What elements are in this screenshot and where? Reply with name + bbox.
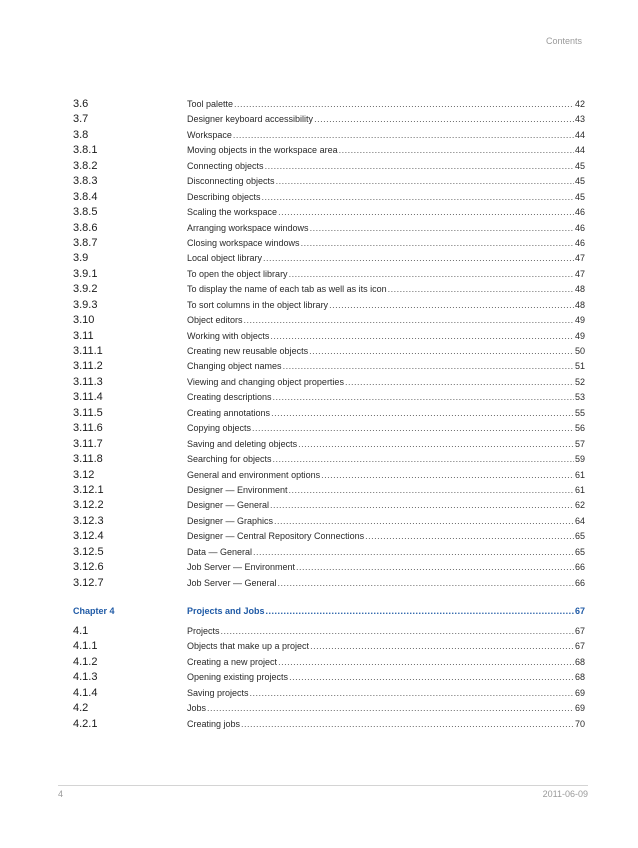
toc-entry [187,406,585,421]
toc-entry [187,344,585,359]
toc-entry [187,421,585,436]
toc-title: Connecting objects [187,160,264,171]
footer-page-number: 4 [58,789,64,799]
toc-section-number: 4.2 [73,702,89,715]
toc-section-number: 3.11.1 [73,345,103,357]
toc-entry-row[interactable] [73,359,585,374]
toc-title: Saving projects [187,687,249,698]
toc-title: Jobs [187,703,207,714]
toc-page-number: 46 [574,237,585,248]
toc-entry-row[interactable] [73,655,585,670]
toc-title: Closing workspace windows [187,237,300,248]
toc-entry [187,483,585,498]
chapter-page: 67 [574,606,585,616]
toc-entry [187,514,585,529]
toc-entry-row[interactable] [73,329,585,344]
toc-entry-row[interactable] [73,686,585,701]
toc-page-number: 48 [574,299,585,310]
toc-title: Viewing and changing object properties [187,376,344,387]
toc-page-number: 45 [574,191,585,202]
toc-entry [187,112,585,127]
toc-entry [187,670,585,685]
toc-title: Objects that make up a project [187,641,310,652]
toc-entry-row[interactable] [73,483,585,498]
dot-leader [283,359,574,374]
toc-section-number: 3.12.7 [73,576,104,589]
dot-leader [365,529,574,544]
toc-page-number: 44 [574,145,585,156]
toc-page-number: 45 [574,160,585,171]
toc-entry-row[interactable] [73,221,585,236]
toc-entry [187,174,585,189]
toc-page-number: 65 [574,546,585,557]
toc-title: Workspace [187,129,232,140]
toc-page-number: 66 [574,562,585,573]
toc-entry [187,375,585,390]
toc-entry [187,390,585,405]
toc-entry [187,437,585,452]
toc-section-number: 4.1.1 [73,640,98,653]
toc-page-number: 43 [574,114,585,125]
toc-entry [187,267,585,282]
toc-entry [187,205,585,220]
toc-entry-row[interactable] [73,624,585,639]
toc-section-number: 3.12.5 [73,545,104,558]
dot-leader [289,483,574,498]
toc-section-number: 4.1.4 [73,686,98,699]
dot-leader [207,701,574,716]
toc-title: Designer — Graphics [187,515,274,526]
toc-entry [187,624,585,639]
toc-page-number: 56 [574,423,585,434]
toc-section-number: 3.12.3 [73,514,104,527]
toc-section-number: 3.11.5 [73,406,103,419]
toc-entry-row[interactable] [73,236,585,251]
toc-section-number: 3.10 [73,314,95,327]
toc-section-number: 3.11.8 [73,453,103,466]
toc-entry [187,251,585,266]
toc-entry-row[interactable] [73,174,585,189]
dot-leader [310,639,574,654]
toc-entry [187,298,585,313]
toc-title: Saving and deleting objects [187,438,298,449]
dot-leader [289,267,574,282]
toc-page-number: 42 [574,99,585,109]
toc-title: Searching for objects [187,454,272,465]
toc-entry-row[interactable] [73,545,585,560]
dot-leader [309,344,574,359]
toc-entry-row[interactable] [73,560,585,575]
toc-page-number: 50 [574,346,585,356]
toc-entry [187,560,585,575]
toc-entry-row[interactable] [73,344,585,359]
toc-entry [187,359,585,374]
toc-entry-row[interactable] [73,143,585,158]
toc-entry [187,452,585,467]
toc-title: Tool palette [187,99,234,109]
toc-entry-row[interactable] [73,205,585,220]
toc-section-number: 3.12.4 [73,530,104,543]
toc-page-number: 68 [574,656,585,667]
dot-leader [298,437,574,452]
toc-entry-row[interactable] [73,390,585,405]
toc-entry-row[interactable] [73,701,585,716]
toc-entry [187,576,585,591]
toc-page-number: 66 [574,577,585,588]
toc-page-number: 46 [574,207,585,218]
toc-page-number: 52 [574,376,585,387]
toc-entry-row[interactable] [73,190,585,205]
toc-section-number: 3.6 [73,98,89,110]
toc-section-number: 4.1.3 [73,671,98,684]
toc-title: Job Server — General [187,577,277,588]
toc-entry-row[interactable] [73,128,585,143]
toc-section-number: 3.11.2 [73,360,103,373]
toc-page-number: 44 [574,129,585,140]
toc-title: Scaling the workspace [187,207,278,218]
toc-entry [187,159,585,174]
dot-leader [278,576,574,591]
toc-entry-row[interactable] [73,670,585,685]
toc-entry-row[interactable] [73,514,585,529]
toc-page-number: 64 [574,515,585,526]
toc-page-number: 47 [574,268,585,279]
toc-entry [187,686,585,701]
toc-title: Arranging workspace windows [187,222,309,233]
toc-entry-row[interactable] [73,97,585,112]
toc-entry-row[interactable] [73,576,585,591]
dot-leader [250,686,574,701]
toc-entry-row[interactable] [73,282,585,297]
dot-leader [274,514,574,529]
toc-entry-row[interactable] [73,406,585,421]
toc-page-number: 45 [574,176,585,187]
chapter-title: Projects and Jobs [187,606,265,616]
toc-section-number: 3.9.3 [73,298,98,311]
toc-section-number: 3.12 [73,468,95,481]
dot-leader [233,128,574,143]
toc-title: Creating a new project [187,656,278,667]
toc-entry [187,190,585,205]
dot-leader [270,498,574,513]
toc-page-number: 49 [574,330,585,341]
toc-page-number: 48 [574,284,585,295]
toc-entry-row[interactable] [73,452,585,467]
toc-title: Creating descriptions [187,392,272,403]
toc-entry [187,639,585,654]
toc-title: Projects [187,626,220,636]
toc-page-number: 65 [574,531,585,542]
toc-title: Opening existing projects [187,672,289,683]
toc-entry [187,529,585,544]
dot-leader [234,97,574,112]
dot-leader [310,221,574,236]
dot-leader [388,282,574,297]
dot-leader [314,112,574,127]
dot-leader [278,205,574,220]
chapter-entry [187,603,585,619]
toc-section-number: 3.7 [73,113,89,126]
toc-section-chapter-4 [73,624,585,732]
toc-page-number: 67 [574,641,585,652]
dot-leader [278,655,574,670]
toc-page-number: 47 [574,253,585,264]
dot-leader [253,545,574,560]
toc-entry-row[interactable] [73,159,585,174]
toc-section-number: 3.8 [73,128,89,141]
dot-leader [262,190,574,205]
toc-section-number: 3.9 [73,252,89,265]
page-footer [58,785,588,799]
toc-page-number: 61 [574,484,585,495]
toc-entry-row[interactable] [73,717,585,732]
toc-page-number: 67 [574,626,585,636]
toc-section-chapter-3 [73,97,585,591]
toc-entry [187,717,585,732]
dot-leader [273,452,574,467]
toc-page-number: 55 [574,407,585,418]
toc-entry-row[interactable] [73,421,585,436]
toc-chapter-heading[interactable] [73,603,585,619]
dot-leader [289,670,574,685]
toc-section-number: 3.8.6 [73,221,98,234]
toc-title: To display the name of each tab as well as its icon [187,284,387,295]
dot-leader [221,624,574,639]
toc-page-number: 57 [574,438,585,449]
dot-leader [345,375,574,390]
toc-section-number: 3.8.2 [73,159,98,172]
toc-entry [187,468,585,483]
toc-title: Designer — Central Repository Connections [187,531,365,542]
toc-title: Data — General [187,546,253,557]
toc-section-number: 4.1.2 [73,655,98,668]
toc-page-number: 62 [574,500,585,511]
toc-section-number: 3.11 [73,329,94,342]
toc-title: Disconnecting objects [187,176,275,187]
toc-title: Changing object names [187,361,282,372]
toc-entry-row[interactable] [73,298,585,313]
toc-title: Object editors [187,315,243,326]
toc-entry [187,221,585,236]
dot-leader [273,390,574,405]
toc-entry [187,282,585,297]
toc-page-number: 68 [574,672,585,683]
toc-title: Designer — General [187,500,270,511]
toc-entry [187,701,585,716]
toc-entry-row[interactable] [73,639,585,654]
dot-leader [241,717,574,732]
toc-entry-row[interactable] [73,267,585,282]
toc-section-number: 3.8.4 [73,190,98,203]
dot-leader [276,174,574,189]
toc-section-number: 3.11.7 [73,437,103,450]
chapter-number: Chapter 4 [73,606,115,616]
toc-title: Designer keyboard accessibility [187,114,314,125]
toc-entry-row[interactable] [73,313,585,328]
toc-section-number: 3.11.3 [73,375,103,388]
toc-page-number: 53 [574,392,585,403]
toc-title: Designer — Environment [187,484,288,495]
toc-entry [187,329,585,344]
toc-page-number: 46 [574,222,585,233]
toc-title: Copying objects [187,423,252,434]
toc-section-number: 3.8.3 [73,175,98,188]
toc-entry-row[interactable] [73,498,585,513]
toc-page-number: 51 [574,361,585,372]
dot-leader [329,298,574,313]
toc-title: General and environment options [187,469,321,480]
dot-leader [266,603,574,619]
toc-entry [187,128,585,143]
dot-leader [296,560,574,575]
dot-leader [339,143,574,158]
toc-section-number: 3.12.1 [73,483,104,496]
toc-entry [187,498,585,513]
toc-entry [187,143,585,158]
toc-entry-row[interactable] [73,112,585,127]
toc-entry-row[interactable] [73,375,585,390]
dot-leader [265,159,574,174]
toc-title: Creating annotations [187,407,271,418]
running-header: Contents [545,36,582,46]
toc-entry [187,655,585,670]
toc-title: To sort columns in the object library [187,299,329,310]
toc-entry [187,545,585,560]
toc-page-number: 69 [574,703,585,714]
toc-title: Describing objects [187,191,261,202]
toc-section-number: 3.12.2 [73,499,104,512]
toc-section-number: 3.11.4 [73,391,103,404]
toc-section-number: 3.8.7 [73,236,98,249]
toc-entry-row[interactable] [73,437,585,452]
toc-entry [187,236,585,251]
toc-section-number: 3.9.1 [73,267,98,280]
toc-page-number: 69 [574,687,585,698]
toc-entry [187,313,585,328]
toc-page-number: 49 [574,315,585,326]
dot-leader [252,421,574,436]
dot-leader [321,468,574,483]
toc-section-number: 3.8.1 [73,144,98,157]
toc-page-number: 70 [574,718,585,729]
dot-leader [301,236,574,251]
table-of-contents [73,97,585,732]
toc-section-number: 3.8.5 [73,206,98,219]
toc-title: Working with objects [187,330,270,341]
toc-page-number: 61 [574,469,585,480]
toc-title: To open the object library [187,268,288,279]
toc-entry-row[interactable] [73,251,585,266]
toc-title: Moving objects in the workspace area [187,145,338,156]
dot-leader [244,313,574,328]
toc-entry-row[interactable] [73,529,585,544]
dot-leader [270,329,574,344]
toc-section-number: 3.12.6 [73,561,104,574]
toc-title: Creating new reusable objects [187,346,309,356]
toc-title: Local object library [187,253,263,264]
toc-page-number: 59 [574,454,585,465]
toc-section-number: 4.2.1 [73,717,98,730]
toc-section-number: 3.9.2 [73,283,98,296]
dot-leader [271,406,574,421]
toc-title: Creating jobs [187,718,241,729]
toc-entry [187,97,585,112]
dot-leader [263,251,574,266]
toc-entry-row[interactable] [73,468,585,483]
toc-title: Job Server — Environment [187,562,296,573]
toc-section-number: 4.1 [73,625,89,637]
footer-date: 2011-06-09 [542,789,588,799]
toc-section-number: 3.11.6 [73,422,103,435]
